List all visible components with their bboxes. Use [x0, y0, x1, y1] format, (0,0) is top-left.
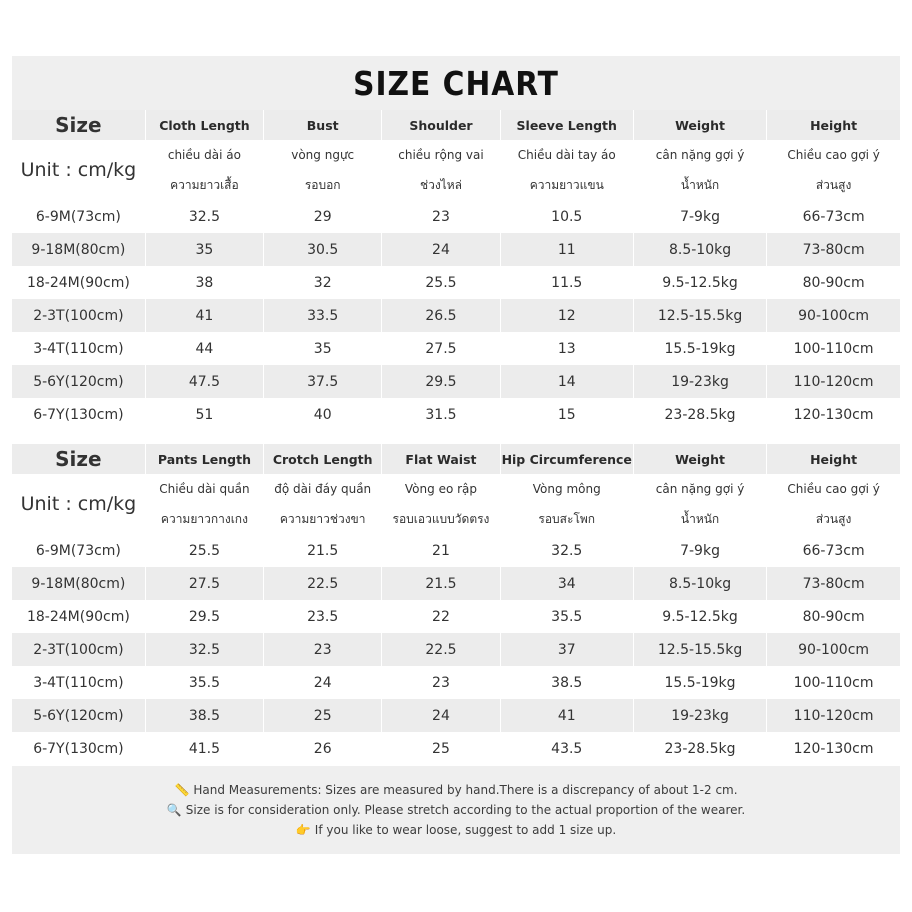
- table-row: [12, 233, 900, 266]
- vietnamese-header: độ dài đáy quần: [264, 474, 382, 504]
- thai-header: รอบอก: [264, 170, 382, 200]
- value-cell: 47.5: [145, 365, 263, 398]
- column-header: Shoulder: [382, 110, 500, 140]
- value-cell: 27.5: [382, 332, 500, 365]
- column-header: Weight: [633, 110, 766, 140]
- value-cell: 30.5: [264, 233, 382, 266]
- value-cell: 32: [264, 266, 382, 299]
- vietnamese-header-row: [12, 140, 900, 170]
- value-cell: 100-110cm: [767, 332, 900, 365]
- column-header: Cloth Length: [145, 110, 263, 140]
- notes-section: [12, 766, 900, 854]
- table-row: [12, 567, 900, 600]
- value-cell: 12.5-15.5kg: [633, 633, 766, 666]
- thai-header: ช่วงไหล่: [382, 170, 500, 200]
- note-text: Hand Measurements: Sizes are measured by hand.There is a discrepancy of about 1-2 cm.: [193, 783, 738, 797]
- value-cell: 66-73cm: [767, 200, 900, 233]
- value-cell: 19-23kg: [633, 365, 766, 398]
- value-cell: 26: [264, 732, 382, 765]
- thai-header: ความยาวแขน: [500, 170, 633, 200]
- unit-label: Unit : cm/kg: [12, 140, 145, 200]
- size-cell: 2-3T(100cm): [12, 633, 145, 666]
- size-label: Size: [12, 110, 145, 140]
- column-header: Height: [767, 444, 900, 474]
- thai-header: น้ำหนัก: [633, 170, 766, 200]
- note-text: If you like to wear loose, suggest to add 1 size up.: [314, 823, 617, 837]
- value-cell: 51: [145, 398, 263, 431]
- value-cell: 90-100cm: [767, 299, 900, 332]
- value-cell: 29.5: [382, 365, 500, 398]
- value-cell: 21: [382, 534, 500, 567]
- note-line: [174, 780, 737, 800]
- value-cell: 120-130cm: [767, 398, 900, 431]
- value-cell: 41: [145, 299, 263, 332]
- value-cell: 90-100cm: [767, 633, 900, 666]
- value-cell: 24: [382, 699, 500, 732]
- value-cell: 23-28.5kg: [633, 398, 766, 431]
- value-cell: 7-9kg: [633, 534, 766, 567]
- value-cell: 73-80cm: [767, 233, 900, 266]
- value-cell: 9.5-12.5kg: [633, 266, 766, 299]
- value-cell: 7-9kg: [633, 200, 766, 233]
- value-cell: 110-120cm: [767, 365, 900, 398]
- vietnamese-header: cân nặng gợi ý: [633, 140, 766, 170]
- thai-header-row: [12, 504, 900, 534]
- value-cell: 22: [382, 600, 500, 633]
- vietnamese-header: chiều dài áo: [145, 140, 263, 170]
- value-cell: 35: [145, 233, 263, 266]
- thai-header: น้ำหนัก: [633, 504, 766, 534]
- value-cell: 31.5: [382, 398, 500, 431]
- value-cell: 38.5: [145, 699, 263, 732]
- vietnamese-header: Chiều dài quần: [145, 474, 263, 504]
- table-row: [12, 332, 900, 365]
- value-cell: 25.5: [145, 534, 263, 567]
- table-row: [12, 534, 900, 567]
- thai-header: ส่วนสูง: [767, 170, 900, 200]
- size-cell: 9-18M(80cm): [12, 233, 145, 266]
- value-cell: 24: [264, 666, 382, 699]
- table-row: [12, 266, 900, 299]
- table-row: [12, 633, 900, 666]
- thai-header: ความยาวกางเกง: [145, 504, 263, 534]
- value-cell: 80-90cm: [767, 266, 900, 299]
- value-cell: 25: [382, 732, 500, 765]
- value-cell: 40: [264, 398, 382, 431]
- vietnamese-header: Chiều dài tay áo: [500, 140, 633, 170]
- thai-header: ความยาวเสื้อ: [145, 170, 263, 200]
- thai-header-row: [12, 170, 900, 200]
- value-cell: 15: [500, 398, 633, 431]
- size-cell: 3-4T(110cm): [12, 666, 145, 699]
- table-row: [12, 365, 900, 398]
- value-cell: 11.5: [500, 266, 633, 299]
- value-cell: 10.5: [500, 200, 633, 233]
- column-header: Hip Circumference: [500, 444, 633, 474]
- value-cell: 33.5: [264, 299, 382, 332]
- size-cell: 5-6Y(120cm): [12, 365, 145, 398]
- value-cell: 25: [264, 699, 382, 732]
- thai-header: รอบเอวแบบวัดตรง: [382, 504, 500, 534]
- value-cell: 21.5: [382, 567, 500, 600]
- vietnamese-header: Chiều cao gợi ý: [767, 474, 900, 504]
- value-cell: 23.5: [264, 600, 382, 633]
- value-cell: 32.5: [145, 200, 263, 233]
- value-cell: 32.5: [145, 633, 263, 666]
- value-cell: 15.5-19kg: [633, 666, 766, 699]
- value-cell: 9.5-12.5kg: [633, 600, 766, 633]
- size-cell: 3-4T(110cm): [12, 332, 145, 365]
- value-cell: 15.5-19kg: [633, 332, 766, 365]
- note-line: [167, 800, 745, 820]
- value-cell: 19-23kg: [633, 699, 766, 732]
- column-header: Weight: [633, 444, 766, 474]
- note-text: Size is for consideration only. Please stretch according to the actual proportion of the wearer.: [185, 803, 746, 817]
- chart-title: SIZE CHART: [353, 63, 559, 103]
- table-row: [12, 200, 900, 233]
- value-cell: 66-73cm: [767, 534, 900, 567]
- value-cell: 22.5: [264, 567, 382, 600]
- size-cell: 6-7Y(130cm): [12, 732, 145, 765]
- magnifier-icon: 🔍: [166, 803, 182, 817]
- column-header: Crotch Length: [264, 444, 382, 474]
- value-cell: 37: [500, 633, 633, 666]
- table-row: [12, 398, 900, 431]
- ruler-icon: 📏: [174, 783, 190, 797]
- table-row: [12, 600, 900, 633]
- value-cell: 8.5-10kg: [633, 233, 766, 266]
- value-cell: 21.5: [264, 534, 382, 567]
- table-row: [12, 699, 900, 732]
- value-cell: 25.5: [382, 266, 500, 299]
- value-cell: 23: [382, 200, 500, 233]
- table-row: [12, 666, 900, 699]
- value-cell: 120-130cm: [767, 732, 900, 765]
- size-cell: 6-9M(73cm): [12, 534, 145, 567]
- note-line: [296, 820, 616, 840]
- value-cell: 43.5: [500, 732, 633, 765]
- column-header: Flat Waist: [382, 444, 500, 474]
- thai-header: รอบสะโพก: [500, 504, 633, 534]
- value-cell: 32.5: [500, 534, 633, 567]
- value-cell: 41: [500, 699, 633, 732]
- title-band: [12, 56, 900, 110]
- value-cell: 100-110cm: [767, 666, 900, 699]
- value-cell: 38: [145, 266, 263, 299]
- value-cell: 29.5: [145, 600, 263, 633]
- value-cell: 24: [382, 233, 500, 266]
- value-cell: 13: [500, 332, 633, 365]
- top-size-table: [12, 110, 900, 431]
- value-cell: 27.5: [145, 567, 263, 600]
- value-cell: 37.5: [264, 365, 382, 398]
- vietnamese-header: chiều rộng vai: [382, 140, 500, 170]
- pointing-hand-icon: 👉: [295, 823, 311, 837]
- size-cell: 2-3T(100cm): [12, 299, 145, 332]
- size-cell: 6-9M(73cm): [12, 200, 145, 233]
- value-cell: 35.5: [145, 666, 263, 699]
- value-cell: 38.5: [500, 666, 633, 699]
- value-cell: 44: [145, 332, 263, 365]
- value-cell: 73-80cm: [767, 567, 900, 600]
- table-row: [12, 299, 900, 332]
- size-label: Size: [12, 444, 145, 474]
- value-cell: 8.5-10kg: [633, 567, 766, 600]
- value-cell: 23: [264, 633, 382, 666]
- size-chart-sheet: [12, 56, 900, 854]
- unit-label: Unit : cm/kg: [12, 474, 145, 534]
- size-cell: 18-24M(90cm): [12, 266, 145, 299]
- value-cell: 35.5: [500, 600, 633, 633]
- value-cell: 110-120cm: [767, 699, 900, 732]
- vietnamese-header-row: [12, 474, 900, 504]
- vietnamese-header: Chiều cao gợi ý: [767, 140, 900, 170]
- bottom-size-table: [12, 444, 900, 765]
- value-cell: 80-90cm: [767, 600, 900, 633]
- value-cell: 14: [500, 365, 633, 398]
- size-cell: 5-6Y(120cm): [12, 699, 145, 732]
- column-header: Height: [767, 110, 900, 140]
- value-cell: 34: [500, 567, 633, 600]
- value-cell: 22.5: [382, 633, 500, 666]
- vietnamese-header: Vòng eo rập: [382, 474, 500, 504]
- header-row: [12, 444, 900, 474]
- value-cell: 35: [264, 332, 382, 365]
- header-row: [12, 110, 900, 140]
- thai-header: ส่วนสูง: [767, 504, 900, 534]
- column-header: Sleeve Length: [500, 110, 633, 140]
- size-cell: 9-18M(80cm): [12, 567, 145, 600]
- value-cell: 41.5: [145, 732, 263, 765]
- vietnamese-header: vòng ngực: [264, 140, 382, 170]
- value-cell: 23-28.5kg: [633, 732, 766, 765]
- vietnamese-header: Vòng mông: [500, 474, 633, 504]
- table-row: [12, 732, 900, 765]
- value-cell: 12: [500, 299, 633, 332]
- value-cell: 29: [264, 200, 382, 233]
- size-cell: 6-7Y(130cm): [12, 398, 145, 431]
- vietnamese-header: cân nặng gợi ý: [633, 474, 766, 504]
- value-cell: 11: [500, 233, 633, 266]
- value-cell: 12.5-15.5kg: [633, 299, 766, 332]
- size-cell: 18-24M(90cm): [12, 600, 145, 633]
- value-cell: 26.5: [382, 299, 500, 332]
- column-header: Pants Length: [145, 444, 263, 474]
- value-cell: 23: [382, 666, 500, 699]
- thai-header: ความยาวช่วงขา: [264, 504, 382, 534]
- column-header: Bust: [264, 110, 382, 140]
